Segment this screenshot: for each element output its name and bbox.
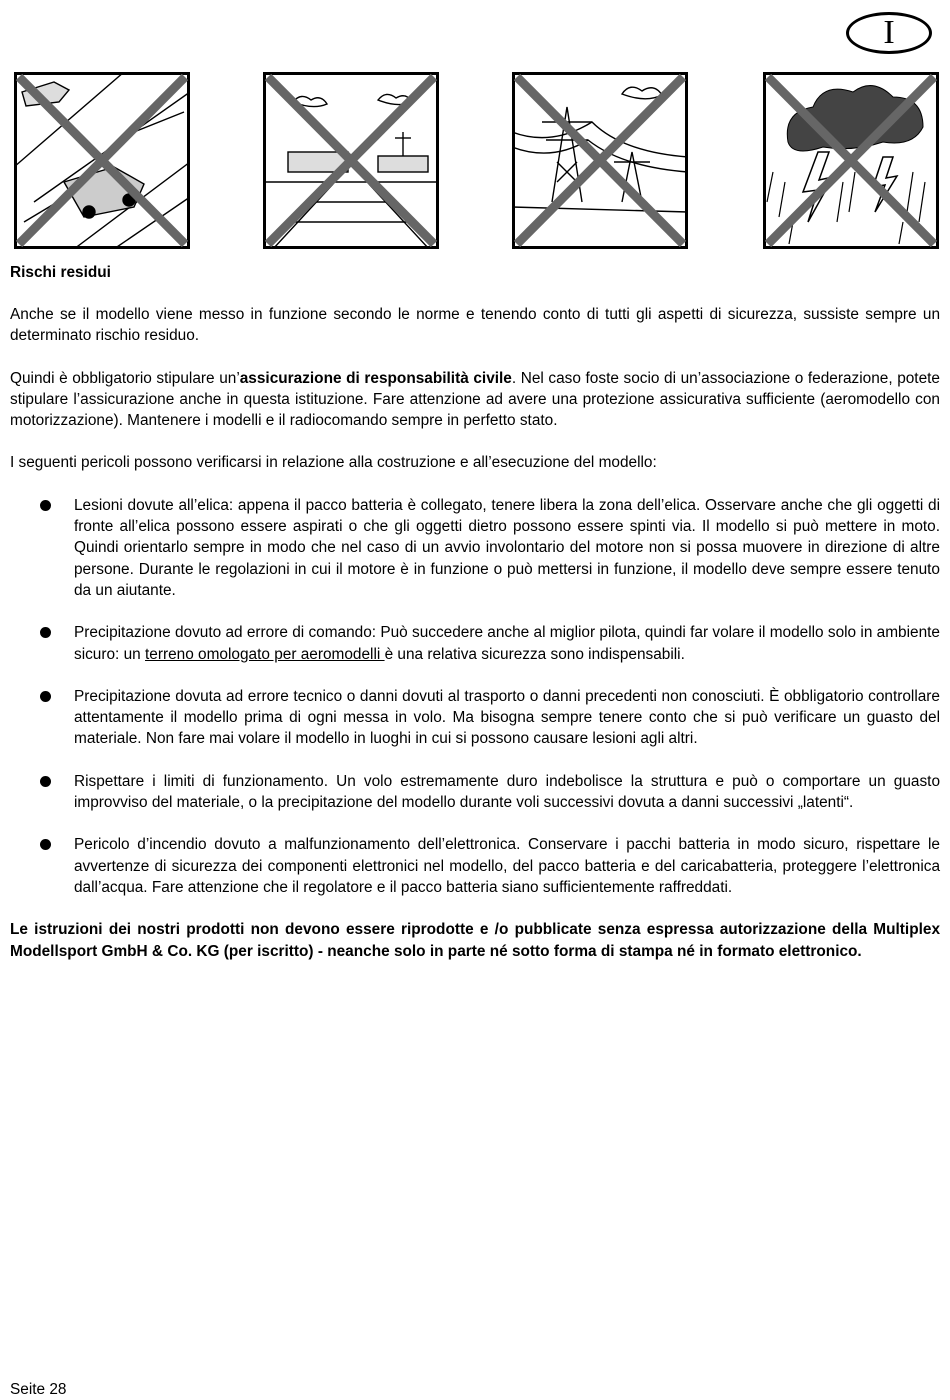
- road-traffic-drawing: [14, 72, 190, 249]
- power-lines-prohibited-icon: [512, 72, 688, 249]
- hazard-text: Lesioni dovute all’elica: appena il pacco batteria è collegato, tenere libera la zona dell’elica. Osservare anche che gli oggetti di fronte all’elica possono essere aspirati o che gli oggetti dietro possono essere spinti via. Il modello si può mettere in moto. Quindi orientarlo sempre in modo che nel caso di un avvio involontario del motore non si possa muovere in direzione di altre persone. Durante le regolazioni in cui il motore è in funzione o può mettersi in funzione, il modello deve sempre essere tenuto da un aiutante.: [74, 496, 940, 599]
- hazard-item-operator-error: [10, 622, 940, 665]
- main-content: [10, 262, 940, 962]
- hazards-intro: I seguenti pericoli possono verificarsi in relazione alla costruzione e all’esecuzione del modello:: [10, 454, 657, 472]
- insurance-paragraph: [10, 368, 940, 432]
- hazard-text-before: Precipitazione dovuto ad errore di comando: Può succedere anche al miglior pilota, quindi far volare il modello solo in ambiente sicuro: un: [74, 624, 940, 663]
- section-title: Rischi residui: [10, 264, 111, 281]
- bullet-icon: [40, 776, 51, 787]
- hazard-text: Precipitazione dovuta ad errore tecnico o danni dovuti al trasporto o danni precedenti non conosciuti. È obbligatorio controllare attentamente il modello prima di ogni messa in volo. Ma bisogna sempre tenere conto che si può verificare un guasto del materiale. Non fare mai volare il modello in luoghi in cui si possono causare lesioni agli altri.: [74, 687, 940, 748]
- thunderstorm-drawing: [763, 72, 939, 249]
- language-badge: [846, 12, 932, 54]
- railway-prohibited-icon: [263, 72, 439, 249]
- hazard-text: Pericolo d’incendio dovuto a malfunzionamento dell’elettronica. Conservare i pacchi batteria in modo sicuro, rispettare le avvertenze di sicurezza dei componenti elettronici nel modello, del pacco batteria e del caricabatteria, proteggere l’elettronica dall’acqua. Fare attenzione che il regolatore e il pacco batteria siano sufficientemente raffreddati.: [74, 836, 940, 896]
- hazard-item-technical-error: [10, 686, 940, 750]
- insurance-bold-term: assicurazione di responsabilità civile: [239, 369, 512, 387]
- hazard-text-after: è una relativa sicurezza sono indispensabili.: [384, 645, 685, 663]
- intro-paragraph: Anche se il modello viene messo in funzione secondo le norme e tenendo conto di tutti gli aspetti di sicurezza, sussiste sempre un determinato rischio residuo.: [10, 306, 940, 345]
- bullet-icon: [40, 691, 51, 702]
- bullet-icon: [40, 839, 51, 850]
- hazard-underlined-term: terreno omologato per aeromodelli: [145, 645, 385, 663]
- insurance-text-before: Quindi è obbligatorio stipulare un’: [10, 369, 240, 387]
- hazard-item-operating-limits: [10, 771, 940, 814]
- power-lines-drawing: [512, 72, 688, 249]
- bullet-icon: [40, 627, 51, 638]
- thunderstorm-prohibited-icon: [763, 72, 939, 249]
- copyright-notice: Le istruzioni dei nostri prodotti non devono essere riprodotte e /o pubblicate senza espressa autorizzazione della Multiplex Modellsport GmbH & Co. KG (per iscritto) - neanche solo in parte né sotto forma di stampa né in formato elettronico.: [10, 921, 940, 960]
- road-traffic-prohibited-icon: [14, 72, 190, 249]
- hazard-text: Rispettare i limiti di funzionamento. Un volo estremamente duro indebolisce la struttura e può o comportare un guasto improvviso del materiale, o la precipitazione del modello durante voli successivi dovuta a danni successivi „latenti“.: [74, 772, 940, 812]
- bullet-icon: [40, 500, 51, 511]
- language-badge-label: I: [883, 14, 895, 51]
- hazard-item-fire: [10, 834, 940, 898]
- page-number: Seite 28: [10, 1381, 67, 1398]
- railway-drawing: [263, 72, 439, 249]
- insurance-text-after: . Nel caso foste socio di un’associazione o federazione, potete stipulare l’assicurazione anche in questa istituzione. Fare attenzione ad avere una protezione assicurativa sufficiente (aeromodello con motorizzazione). Mantenere i modelli e il radiocomando sempre in perfetto stato.: [10, 369, 940, 430]
- hazard-item-propeller: [10, 495, 940, 601]
